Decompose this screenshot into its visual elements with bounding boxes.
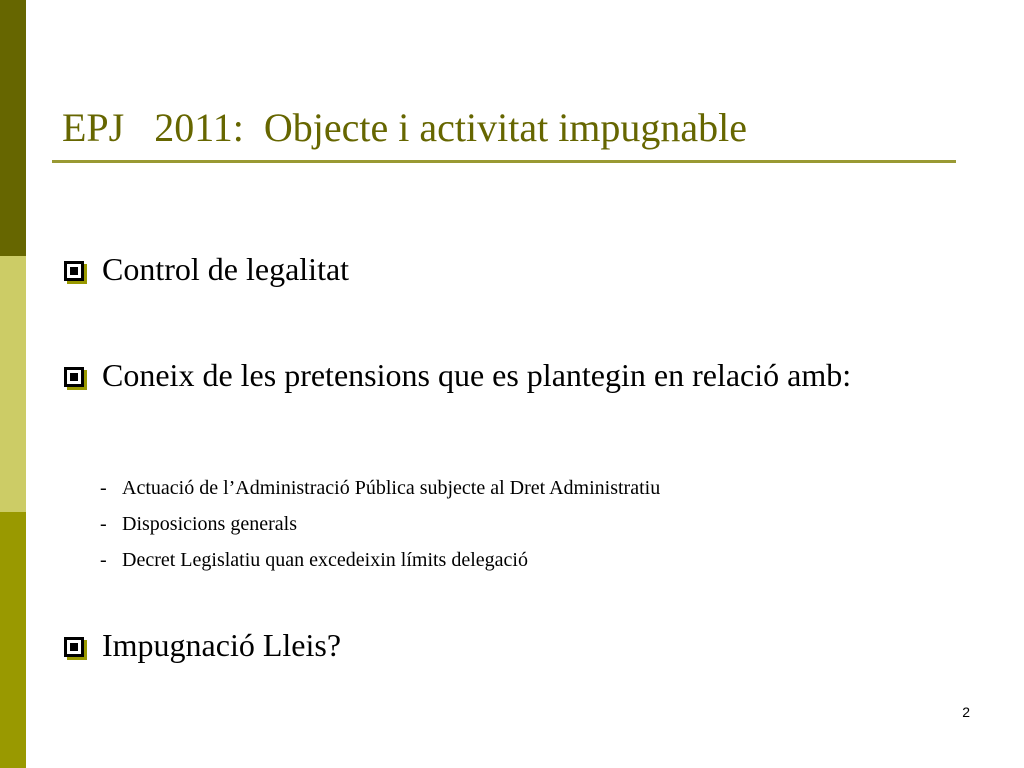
square-bullet-icon	[64, 261, 84, 281]
bullet-text: Control de legalitat	[102, 251, 350, 287]
square-bullet-icon	[64, 367, 84, 387]
strip-segment-top	[0, 0, 26, 256]
bullet-text: Impugnació Lleis?	[102, 627, 342, 663]
strip-segment-middle	[0, 256, 26, 512]
sub-list-item	[100, 506, 900, 542]
sub-item-text: Disposicions generals	[122, 513, 297, 535]
side-color-strip	[0, 0, 26, 768]
bullet-item-control-legalitat	[64, 248, 944, 290]
strip-segment-bottom	[0, 512, 26, 768]
slide-title: EPJ 2011: Objecte i activitat impugnable	[62, 105, 748, 150]
sub-list-item	[100, 470, 900, 506]
sub-bullet-list	[100, 470, 900, 578]
title-underline	[52, 160, 956, 163]
dash-marker: -	[100, 513, 107, 535]
slide-number: 2	[962, 704, 970, 720]
bullet-item-impugnacio-lleis	[64, 624, 944, 666]
sub-item-text: Actuació de l’Administració Pública subjecte al Dret Administratiu	[122, 477, 661, 499]
bullet-text: Coneix de les pretensions que es plantegin en relació amb:	[102, 357, 852, 393]
sub-list-item	[100, 542, 900, 578]
dash-marker: -	[100, 477, 107, 499]
square-bullet-icon	[64, 637, 84, 657]
sub-item-text: Decret Legislatiu quan excedeixin límits delegació	[122, 549, 528, 571]
dash-marker: -	[100, 549, 107, 571]
bullet-item-coneix-pretensions	[64, 354, 944, 396]
